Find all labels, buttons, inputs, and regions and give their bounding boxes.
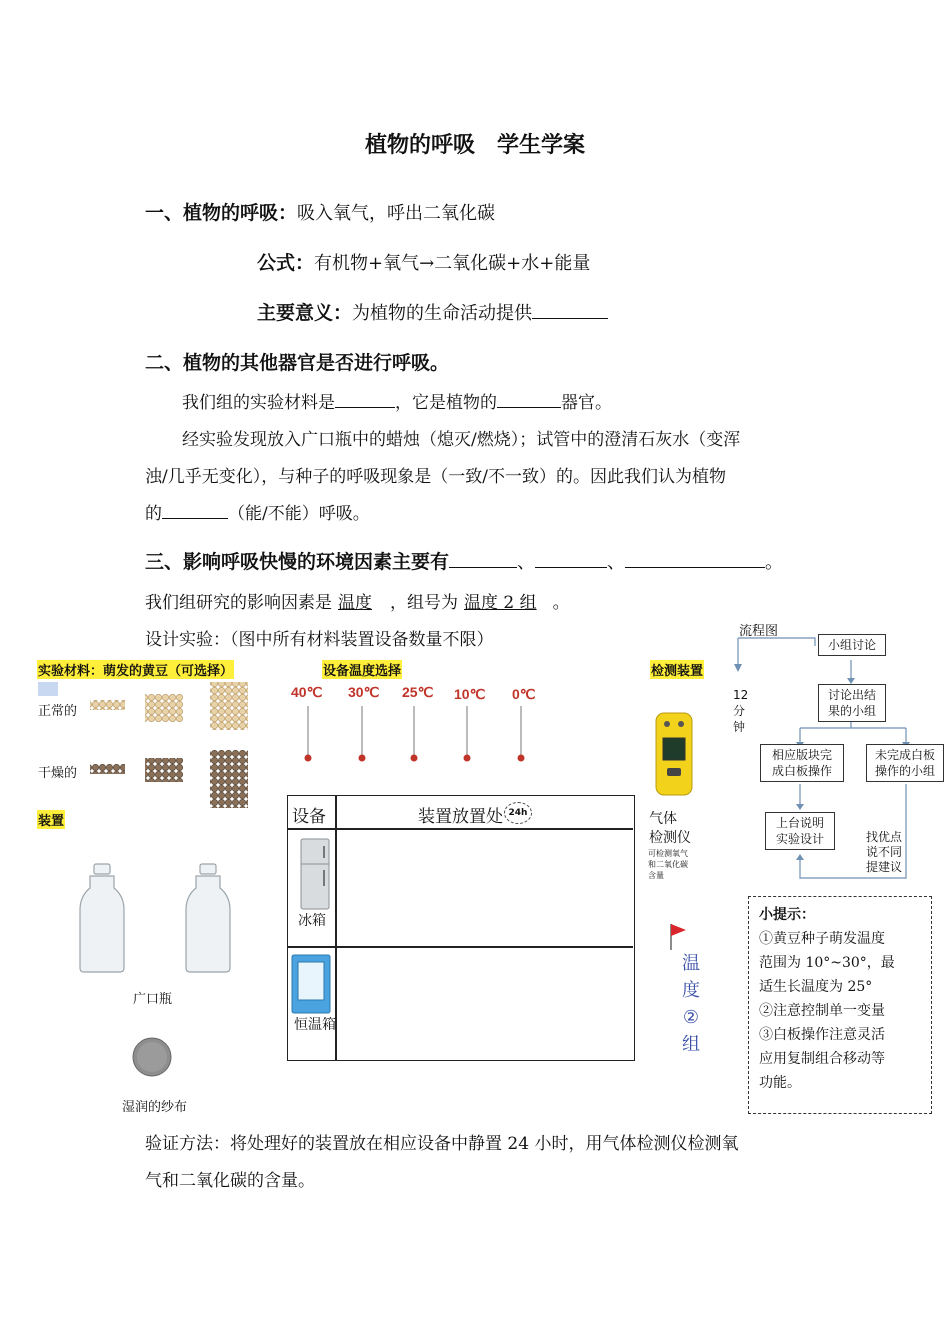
thermometer-icon[interactable] bbox=[305, 755, 312, 762]
dry-beans-small[interactable] bbox=[90, 764, 125, 774]
detect-label: 检测装置 bbox=[650, 660, 704, 679]
normal-beans-medium[interactable] bbox=[145, 694, 183, 722]
dry-beans-medium[interactable] bbox=[145, 758, 183, 782]
group-text: ，组号为 bbox=[390, 593, 458, 613]
flag-icon[interactable] bbox=[668, 922, 688, 950]
gas-label-1: 气体 bbox=[649, 811, 677, 827]
table-header-place: 装置放置处 bbox=[418, 807, 503, 827]
jar-icon[interactable] bbox=[186, 864, 230, 972]
line1-text-b: ，它是植物的 bbox=[395, 393, 497, 413]
formula-label: 公式： bbox=[257, 252, 315, 274]
tip-line-5: ③白板操作注意灵活 bbox=[759, 1027, 885, 1043]
section-3-heading-line bbox=[145, 547, 783, 574]
temp-label: 设备温度选择 bbox=[322, 660, 402, 679]
fridge-icon[interactable] bbox=[300, 838, 330, 910]
normal-beans-small[interactable] bbox=[90, 700, 125, 710]
group-char-2: 度 bbox=[682, 980, 700, 1001]
flow-title: 流程图 bbox=[739, 624, 779, 639]
bean-images[interactable] bbox=[85, 680, 260, 810]
factor-value: 温度 bbox=[338, 593, 372, 613]
table-divider-h2 bbox=[288, 946, 633, 948]
gauze-icon[interactable] bbox=[131, 1036, 173, 1078]
flow-node-done-line2: 成白板操作 bbox=[771, 764, 832, 778]
group-char-4: 组 bbox=[682, 1034, 700, 1055]
flow-time-3: 钟 bbox=[733, 720, 746, 734]
gas-desc-2: 和二氧化碳 bbox=[648, 860, 688, 869]
flow-node-present[interactable] bbox=[765, 812, 835, 850]
can-breathe-blank[interactable] bbox=[162, 502, 228, 519]
flow-side-3: 提建议 bbox=[866, 860, 903, 874]
material-blank[interactable] bbox=[335, 391, 395, 408]
gas-description bbox=[648, 848, 688, 881]
flow-side-1: 找优点 bbox=[866, 830, 903, 844]
materials-label: 实验材料：萌发的黄豆（可选择） bbox=[37, 660, 234, 679]
normal-beans-large[interactable] bbox=[210, 682, 248, 730]
group-value: 温度 2 组 bbox=[464, 593, 537, 613]
thermometers[interactable] bbox=[290, 700, 540, 770]
group-end: 。 bbox=[552, 593, 570, 613]
gauze-label: 湿润的纱布 bbox=[122, 1100, 188, 1115]
factor-line bbox=[145, 585, 570, 622]
dry-beans-large[interactable] bbox=[210, 750, 248, 808]
flow-node-result-line2: 果的小组 bbox=[827, 704, 876, 718]
line1-text-c: 器官。 bbox=[561, 393, 612, 413]
flow-node-undone-line2: 操作的小组 bbox=[874, 764, 935, 778]
thermometer-icon[interactable] bbox=[411, 755, 418, 762]
flow-node-present-line2: 实验设计 bbox=[775, 832, 824, 846]
temp-40: 40℃ bbox=[291, 684, 323, 700]
clock-icon: 24h bbox=[504, 802, 532, 824]
flow-node-result-line1: 讨论出结 bbox=[827, 688, 876, 702]
verify-line-1: 验证方法：将处理好的装置放在相应设备中静置 24 小时，用气体检测仪检测氧 bbox=[145, 1134, 739, 1154]
incubator-icon[interactable] bbox=[291, 954, 331, 1014]
flow-node-discuss[interactable]: 小组讨论 bbox=[818, 634, 886, 656]
section-3-heading: 三、影响呼吸快慢的环境因素主要有 bbox=[145, 551, 450, 573]
flow-node-undone[interactable] bbox=[866, 744, 944, 782]
meaning-line bbox=[257, 298, 608, 325]
flow-node-present-line1: 上台说明 bbox=[775, 816, 824, 830]
thermometer-icon[interactable] bbox=[464, 755, 471, 762]
tips-title: 小提示： bbox=[759, 907, 815, 923]
flow-side-2: 说不同 bbox=[866, 845, 903, 859]
section-2-line2: 经实验发现放入广口瓶中的蜡烛（熄灭/燃烧）；试管中的澄清石灰水（变浑 bbox=[182, 430, 741, 450]
tip-line-2: 范围为 10°~30°，最 bbox=[759, 955, 895, 971]
group-char-3: ② bbox=[682, 1007, 700, 1028]
section-2-line4 bbox=[145, 496, 370, 533]
placement-table bbox=[287, 795, 635, 1061]
meaning-text: 为植物的生命活动提供 bbox=[352, 303, 533, 324]
temp-25: 25℃ bbox=[402, 684, 434, 700]
flow-node-undone-line1: 未完成白板 bbox=[874, 748, 935, 762]
incubator-label: 恒温箱 bbox=[294, 1017, 336, 1033]
tip-line-7: 功能。 bbox=[759, 1075, 801, 1091]
factor-text: 我们组研究的影响因素是 bbox=[145, 593, 332, 613]
flow-time bbox=[733, 687, 748, 735]
normal-label: 正常的 bbox=[38, 704, 78, 719]
meaning-label: 主要意义： bbox=[257, 302, 353, 324]
factor-blank-2[interactable] bbox=[535, 549, 607, 568]
page-title: 植物的呼吸 学生学案 bbox=[364, 133, 585, 158]
temp-30: 30℃ bbox=[348, 684, 380, 700]
tip-line-1: ①黄豆种子萌发温度 bbox=[759, 931, 885, 947]
thermometer-icon[interactable] bbox=[518, 755, 525, 762]
tip-line-3: 适生长温度为 25° bbox=[759, 979, 873, 995]
group-vertical-label bbox=[682, 950, 700, 1058]
verify-line-2: 气和二氧化碳的含量。 bbox=[145, 1171, 315, 1191]
sep-2: 、 bbox=[607, 552, 626, 573]
flow-node-done[interactable] bbox=[760, 744, 844, 782]
formula-line bbox=[257, 248, 590, 275]
tip-line-6: 应用复制组合移动等 bbox=[759, 1051, 885, 1067]
section-2-line3: 浊/几乎无变化），与种子的呼吸现象是（一致/不一致）的。因此我们认为植物 bbox=[145, 467, 726, 487]
factor-blank-3[interactable] bbox=[625, 549, 765, 568]
jar-icon[interactable] bbox=[80, 864, 124, 972]
group-char-1: 温 bbox=[682, 953, 700, 974]
material-tag-icon bbox=[38, 682, 58, 696]
flow-time-1: 12 bbox=[733, 688, 749, 702]
device-label: 装置 bbox=[37, 810, 65, 829]
thermometer-icon[interactable] bbox=[359, 755, 366, 762]
flow-node-result[interactable] bbox=[818, 684, 886, 722]
jar-icons[interactable] bbox=[76, 862, 236, 974]
jar-label: 广口瓶 bbox=[133, 992, 173, 1007]
gas-label-2: 检测仪 bbox=[649, 830, 691, 846]
formula-text: 有机物+氧气→二氧化碳+水+能量 bbox=[314, 253, 591, 274]
line4-text-b: （能/不能）呼吸。 bbox=[228, 504, 370, 524]
tips-box bbox=[748, 896, 932, 1114]
temp-0: 0℃ bbox=[512, 686, 536, 702]
section-2-heading: 二、植物的其他器官是否进行呼吸。 bbox=[145, 352, 450, 374]
flow-node-done-line1: 相应版块完 bbox=[771, 748, 832, 762]
meaning-blank[interactable] bbox=[532, 300, 608, 319]
sep-1: 、 bbox=[517, 552, 536, 573]
organ-blank[interactable] bbox=[497, 391, 561, 408]
section-1-text: 吸入氧气，呼出二氧化碳 bbox=[297, 203, 496, 224]
table-header-device: 设备 bbox=[292, 807, 326, 827]
line1-text-a: 我们组的实验材料是 bbox=[182, 393, 335, 413]
section-1 bbox=[145, 198, 495, 225]
dry-label: 干燥的 bbox=[38, 766, 78, 781]
fridge-label: 冰箱 bbox=[298, 913, 326, 929]
section-1-heading: 一、植物的呼吸： bbox=[145, 202, 298, 224]
factor-blank-1[interactable] bbox=[449, 549, 517, 568]
gas-desc-3: 含量 bbox=[648, 871, 664, 880]
section-2-line1 bbox=[182, 385, 612, 422]
gas-detector-icon[interactable] bbox=[655, 712, 693, 796]
design-line: 设计实验：（图中所有材料装置设备数量不限） bbox=[145, 630, 494, 650]
gas-desc-1: 可检测氧气 bbox=[648, 849, 688, 858]
tip-line-4: ②注意控制单一变量 bbox=[759, 1003, 885, 1019]
heading-end: 。 bbox=[765, 552, 784, 573]
flow-time-2: 分 bbox=[733, 704, 746, 718]
flow-side-note bbox=[866, 830, 902, 875]
temp-10: 10℃ bbox=[454, 686, 486, 702]
table-divider-h1 bbox=[288, 828, 633, 830]
line4-text-a: 的 bbox=[145, 504, 162, 524]
